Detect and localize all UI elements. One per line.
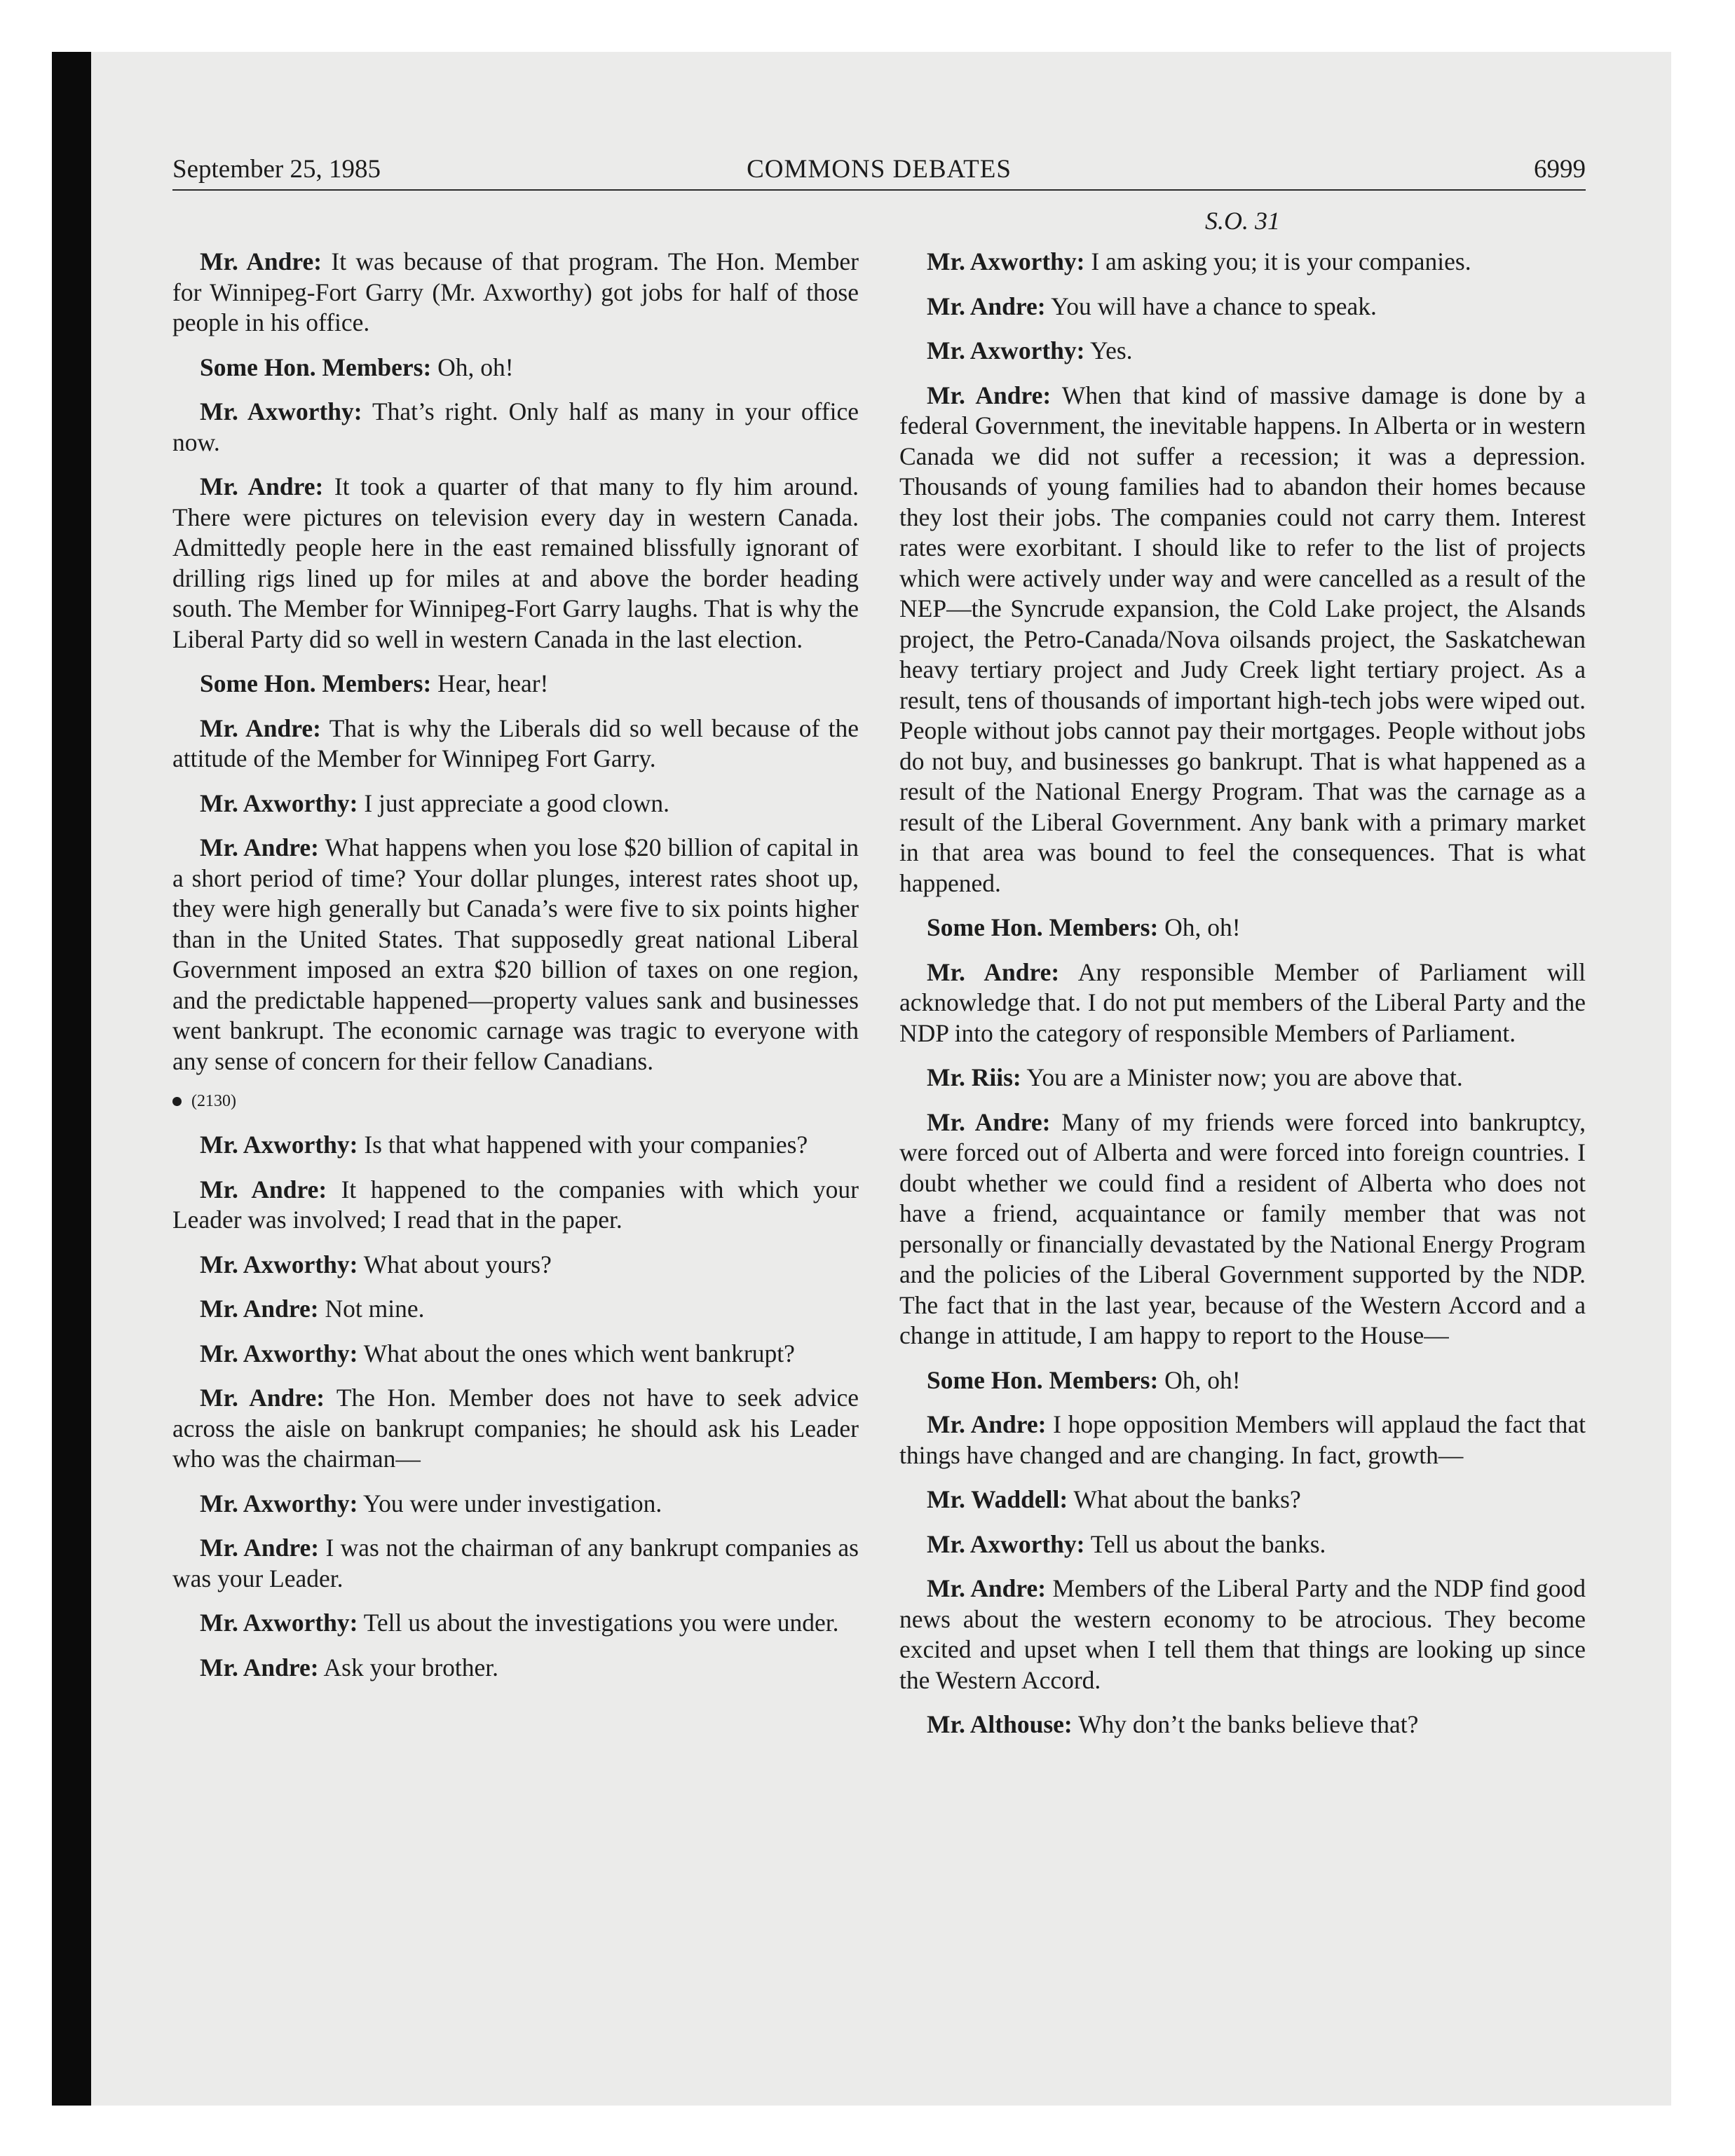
speaker-name: Mr. Axworthy: <box>200 789 358 817</box>
speech-text: Not mine. <box>318 1295 425 1323</box>
speech-paragraph <box>899 1410 1586 1471</box>
speech-paragraph <box>172 353 859 383</box>
time-marker <box>172 1091 859 1112</box>
page-header <box>172 154 1586 191</box>
bullet-icon <box>172 1097 182 1106</box>
speech-text: Ask your brother. <box>318 1653 498 1681</box>
speech-text: What about yours? <box>358 1250 552 1278</box>
speech-text: It took a quarter of that many to fly him around. There were pictures on television every day in western Canada. Admittedly people here in the east remained blissfully ignorant of drilling rigs lined up for miles at and above the border heading south. The Member for Winnipeg-Fort Garry laughs. That is why the Liberal Party did so well in western Canada in the last election. <box>172 472 859 653</box>
speaker-name: Some Hon. Members: <box>200 669 432 697</box>
speaker-name: Mr. Althouse: <box>927 1710 1073 1738</box>
speech-paragraph <box>172 397 859 458</box>
speaker-name: Mr. Andre: <box>200 714 321 742</box>
speech-paragraph <box>172 1489 859 1520</box>
speech-paragraph <box>899 1365 1586 1396</box>
speaker-name: Mr. Axworthy: <box>200 1131 358 1159</box>
speaker-name: Mr. Axworthy: <box>200 1250 358 1278</box>
header-title: COMMONS DEBATES <box>747 155 1012 184</box>
speech-paragraph <box>172 1294 859 1325</box>
speech-text: I was not the chairman of any bankrupt companies as was your Leader. <box>172 1534 859 1592</box>
speech-text: Many of my friends were forced into bankruptcy, were forced out of Alberta and were forced into foreign countries. I doubt whether we could find a resident of Alberta who does not have a friend, acquaintance or family member that was not personally or financially devastated by the National Energy Program and the policies of the Liberal Government supported by the NDP. The fact that in the last year, because of the Western Accord and a change in attitude, I am happy to report to the House— <box>899 1107 1586 1349</box>
speech-text: I am asking you; it is your companies. <box>1084 247 1471 275</box>
speech-paragraph <box>172 1130 859 1161</box>
speech-text: Members of the Liberal Party and the NDP find good news about the western economy to be atrocious. They become excited and upset when I tell them that things are looking up since the Western Accord. <box>899 1574 1586 1694</box>
speech-text: Any responsible Member of Parliament will acknowledge that. I do not put members of the Liberal Party and the NDP into the category of responsible Members of Parliament. <box>899 957 1586 1047</box>
right-column <box>899 247 1586 1754</box>
speech-text: Oh, oh! <box>1158 1365 1241 1394</box>
speech-paragraph <box>899 292 1586 322</box>
speech-text: I hope opposition Members will applaud the fact that things have changed and are changing. In fact, growth— <box>899 1410 1586 1469</box>
speech-paragraph <box>172 1250 859 1281</box>
speech-paragraph <box>899 1107 1586 1351</box>
binding-edge <box>52 52 91 2106</box>
speech-text: What about the banks? <box>1068 1485 1301 1513</box>
speech-text: That’s right. Only half as many in your office now. <box>172 397 859 456</box>
speaker-name: Some Hon. Members: <box>927 913 1159 941</box>
left-column <box>172 247 859 1697</box>
speech-paragraph <box>172 1175 859 1236</box>
speaker-name: Mr. Axworthy: <box>200 1609 358 1637</box>
speech-text: You were under investigation. <box>358 1489 662 1517</box>
speech-text: Oh, oh! <box>1158 913 1241 941</box>
speech-text: I just appreciate a good clown. <box>358 789 670 817</box>
speaker-name: Some Hon. Members: <box>200 353 432 381</box>
speech-text: Tell us about the banks. <box>1084 1529 1326 1558</box>
speech-paragraph <box>899 1529 1586 1560</box>
speech-paragraph <box>172 1533 859 1594</box>
speech-paragraph <box>172 1608 859 1639</box>
speech-paragraph <box>172 714 859 775</box>
speaker-name: Mr. Axworthy: <box>200 1339 358 1367</box>
speaker-name: Mr. Andre: <box>927 1107 1051 1136</box>
speech-text: Yes. <box>1084 336 1133 364</box>
speech-paragraph <box>899 1063 1586 1093</box>
speaker-name: Mr. Riis: <box>927 1063 1021 1091</box>
speech-paragraph <box>172 1339 859 1370</box>
speaker-name: Mr. Andre: <box>200 1295 319 1323</box>
speech-paragraph <box>172 833 859 1077</box>
speaker-name: Mr. Andre: <box>927 292 1046 320</box>
speaker-name: Mr. Axworthy: <box>927 247 1085 275</box>
speech-text: What happens when you lose $20 billion of capital in a short period of time? Your dollar plunges, interest rates shoot up, they were high generally but Canada’s were five to six points higher than in the United States. That supposedly great national Liberal Government imposed an extra $20 billion of taxes on one region, and the predictable happened—property values sank and businesses went bankrupt. The economic carnage was tragic to everyone with any sense of concern for their fellow Canadians. <box>172 833 859 1075</box>
speaker-name: Mr. Andre: <box>927 381 1052 409</box>
speaker-name: Mr. Andre: <box>200 1534 320 1562</box>
speech-text: When that kind of massive damage is done by a federal Government, the inevitable happens. In Alberta or in western Canada we did not suffer a recession; it was a depression. Thousands of young families had to abandon their homes because they lost their jobs. The companies could not carry them. Interest rates were exorbitant. I should like to refer to the list of projects which were actively under way and were cancelled as a result of the NEP—the Syncrude expansion, the Cold Lake project, the Alsands project, the Petro-Canada/Nova oilsands project, the Saskatchewan heavy tertiary project and Judy Creek light tertiary project. As a result, tens of thousands of important high-tech jobs were wiped out. People without jobs cannot pay their mortgages. People without jobs do not buy, and businesses go bankrupt. That is what happened as a result of the National Energy Program. That was the carnage as a result of the Liberal Government. Any bank with a primary market in that area was bound to feel the consequences. That is what happened. <box>899 381 1586 897</box>
speech-text: It was because of that program. The Hon. Member for Winnipeg-Fort Garry (Mr. Axworthy) got jobs for half of those people in his office. <box>172 247 859 336</box>
speech-paragraph <box>172 1383 859 1475</box>
speaker-name: Mr. Andre: <box>200 1653 319 1681</box>
speech-text: Is that what happened with your companies? <box>358 1131 808 1159</box>
speech-text: Hear, hear! <box>431 669 549 697</box>
header-date: September 25, 1985 <box>172 155 381 184</box>
speaker-name: Mr. Andre: <box>200 1175 327 1203</box>
speaker-name: Mr. Andre: <box>200 472 324 500</box>
speech-paragraph <box>172 247 859 339</box>
speech-paragraph <box>899 913 1586 943</box>
speech-paragraph <box>172 789 859 819</box>
speaker-name: Mr. Axworthy: <box>927 1529 1085 1558</box>
header-page-number: 6999 <box>1534 155 1586 184</box>
speech-paragraph <box>172 1653 859 1684</box>
speech-paragraph <box>899 1574 1586 1696</box>
speaker-name: Mr. Axworthy: <box>200 397 362 425</box>
speech-text: You are a Minister now; you are above that. <box>1021 1063 1463 1091</box>
speaker-name: Mr. Andre: <box>200 247 322 275</box>
speech-text: Tell us about the investigations you were under. <box>358 1609 839 1637</box>
speech-paragraph <box>899 957 1586 1049</box>
speaker-name: Mr. Andre: <box>927 1574 1047 1602</box>
speech-paragraph <box>899 336 1586 367</box>
speaker-name: Some Hon. Members: <box>927 1365 1159 1394</box>
speaker-name: Mr. Waddell: <box>927 1485 1068 1513</box>
speech-paragraph <box>172 472 859 655</box>
speaker-name: Mr. Andre: <box>927 1410 1047 1438</box>
speaker-name: Mr. Andre: <box>200 833 319 861</box>
speech-paragraph <box>899 381 1586 899</box>
speech-text: It happened to the companies with which your Leader was involved; I read that in the paper. <box>172 1175 859 1234</box>
speech-text: The Hon. Member does not have to seek advice across the aisle on bankrupt companies; he should ask his Leader who was the chairman— <box>172 1384 859 1473</box>
section-label: S.O. 31 <box>1205 207 1280 235</box>
speech-text: Oh, oh! <box>431 353 514 381</box>
speech-text: That is why the Liberals did so well because of the attitude of the Member for Winnipeg Fort Garry. <box>172 714 859 772</box>
speaker-name: Mr. Axworthy: <box>200 1489 358 1517</box>
speech-text: You will have a chance to speak. <box>1045 292 1377 320</box>
speech-text: Why don’t the banks believe that? <box>1072 1710 1419 1738</box>
speaker-name: Mr. Andre: <box>200 1384 325 1412</box>
speech-paragraph <box>899 1485 1586 1515</box>
speaker-name: Mr. Andre: <box>927 957 1060 986</box>
speech-paragraph <box>172 669 859 700</box>
speech-text: What about the ones which went bankrupt? <box>358 1339 795 1367</box>
speech-paragraph <box>899 247 1586 278</box>
speaker-name: Mr. Axworthy: <box>927 336 1085 364</box>
time-marker-text: (2130) <box>191 1092 236 1110</box>
speech-paragraph <box>899 1710 1586 1740</box>
